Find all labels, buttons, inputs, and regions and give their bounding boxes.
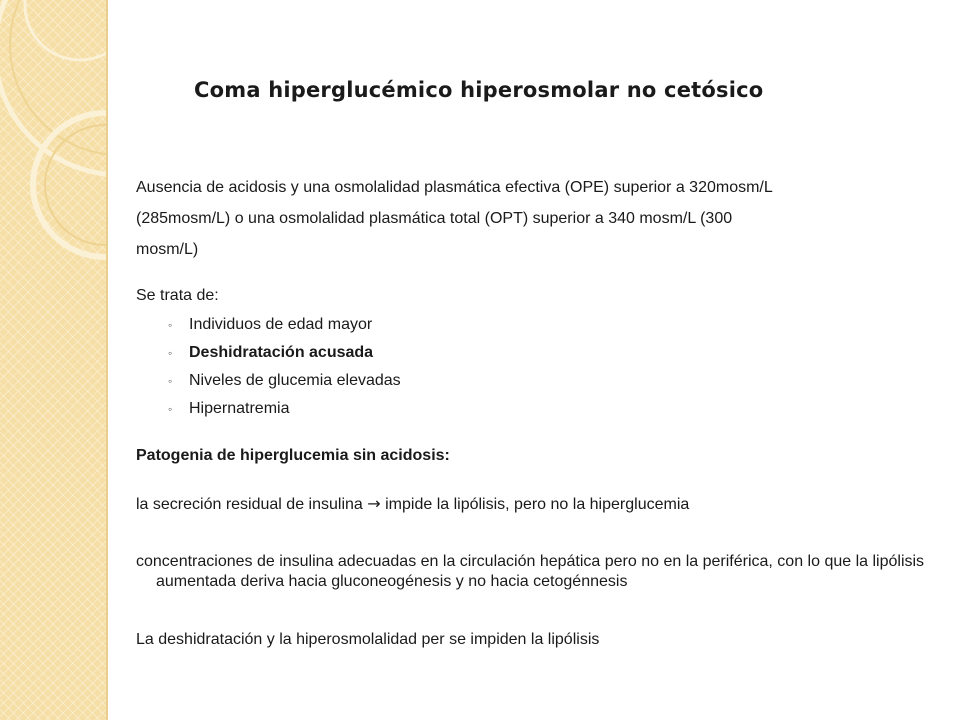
list-item: ◦ Deshidratación acusada (168, 339, 944, 367)
decorative-side-panel (0, 0, 108, 720)
intro-line-3: mosm/L) (136, 241, 199, 258)
slide-content (136, 172, 944, 655)
patogenia-paragraph-3: La deshidratación y la hiperosmolalidad per se impiden la lipólisis (136, 631, 600, 648)
p1-text-after: impide la lipólisis, pero no la hiperglucemia (385, 496, 690, 513)
patogenia-paragraph-2: concentraciones de insulina adecuadas en la circulación hepática pero no en la periférica, con lo que la lipólisis aumentada deriva hacia gluconeogénesis y no hacia cetogénnesis (136, 553, 925, 590)
list-item: ◦ Individuos de edad mayor (168, 311, 944, 339)
list-item: ◦ Hipernatremia (168, 395, 944, 423)
patogenia-heading: Patogenia de hiperglucemia sin acidosis: (136, 447, 450, 464)
intro-line-1: Ausencia de acidosis y una osmolalidad plasmática efectiva (OPE) superior a 320mosm/L (136, 179, 773, 196)
right-arrow-icon: → (367, 494, 381, 513)
se-trata-heading: Se trata de: (136, 287, 219, 304)
decorative-circles-icon (0, 0, 106, 300)
slide-title: Coma hiperglucémico hiperosmolar no cetósico (194, 78, 764, 102)
intro-line-2: (285mosm/L) o una osmolalidad plasmática total (OPT) superior a 340 mosm/L (300 (136, 210, 733, 227)
list-item: ◦ Niveles de glucemia elevadas (168, 367, 944, 395)
p1-text-before: la secreción residual de insulina (136, 496, 363, 513)
se-trata-list (136, 311, 944, 423)
patogenia-paragraph-1 (136, 488, 944, 520)
